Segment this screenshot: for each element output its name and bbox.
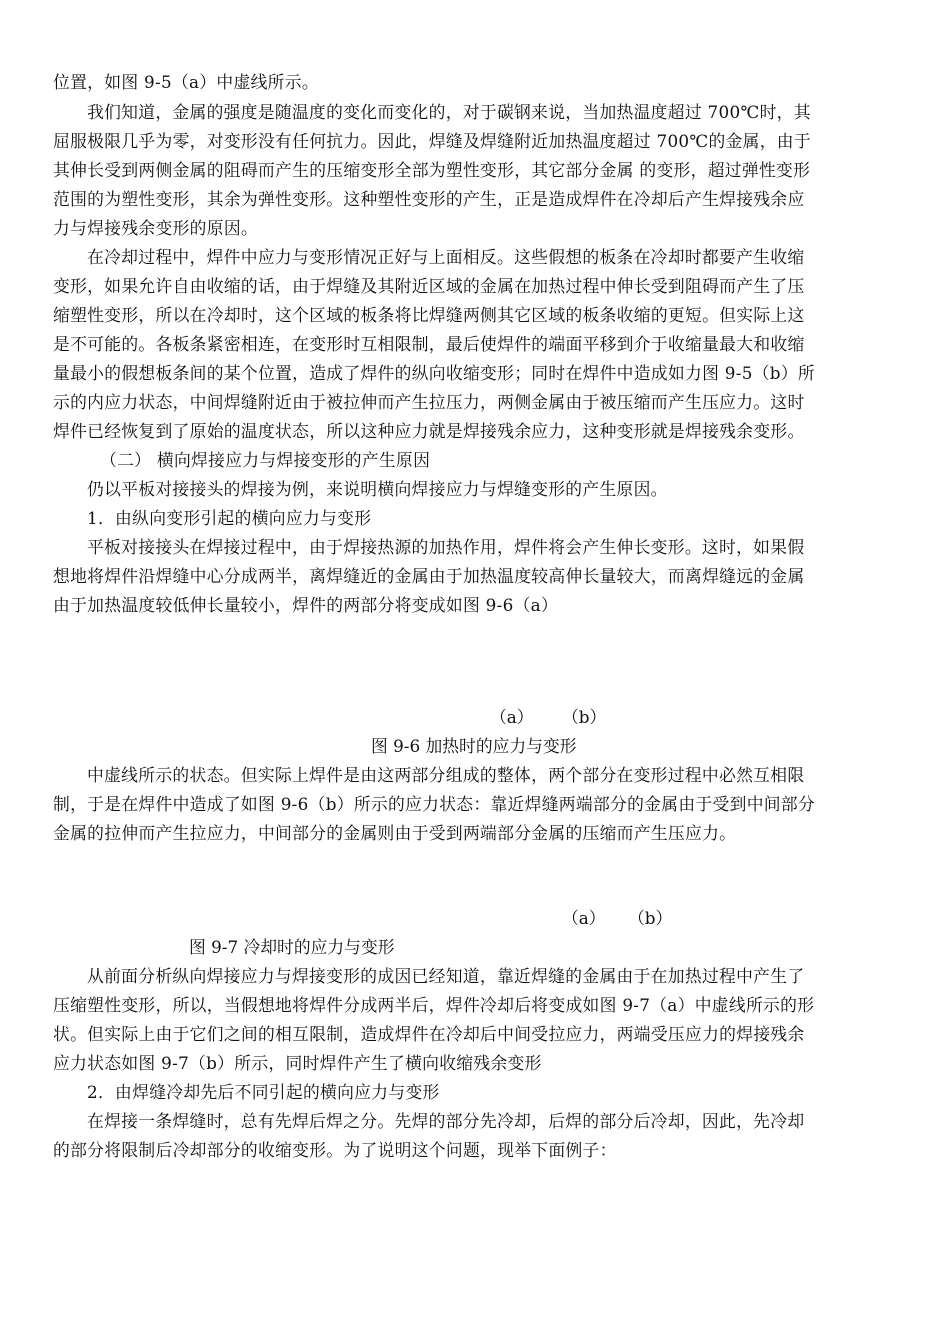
section-heading: （二） 横向焊接应力与焊接变形的产生原因 bbox=[100, 450, 431, 470]
text-line: 屈服极限几乎为零，对变形没有任何抗力。因此，焊缝及焊缝附近加热温度超过 700℃的金属，由于 bbox=[53, 131, 811, 151]
text-line: 其伸长受到两侧金属的阻碍而产生的压缩变形全部为塑性变形，其它部分金属 的变形，超过弹性变形 bbox=[53, 160, 811, 180]
text-line: 焊件已经恢复到了原始的温度状态，所以这种应力就是焊接残余应力，这种变形就是焊接残余变形。 bbox=[53, 421, 805, 441]
figure-9-7-label-a: （a） bbox=[562, 908, 606, 928]
text-line: 在焊接一条焊缝时，总有先焊后焊之分。先焊的部分先冷却，后焊的部分后冷却，因此，先冷却 bbox=[87, 1111, 805, 1131]
text-line: 状。但实际上由于它们之间的相互限制，造成焊件在冷却后中间受拉应力，两端受压应力的焊接残余 bbox=[53, 1024, 805, 1044]
text-line: 压缩塑性变形，所以，当假想地将焊件分成两半后，焊件冷却后将变成如图 9-7（a）中虚线所示的形 bbox=[53, 995, 815, 1015]
text-line: 是不可能的。各板条紧密相连，在变形时互相限制，最后使焊件的端面平移到介于收缩量最大和收缩 bbox=[53, 334, 805, 354]
figure-9-7-area bbox=[53, 848, 901, 903]
text-line: 由于加热温度较低伸长量较小，焊件的两部分将变成如图 9-6（a） bbox=[53, 595, 559, 615]
figure-9-6-area bbox=[53, 620, 901, 705]
text-line: 平板对接接头在焊接过程中，由于焊接热源的加热作用，焊件将会产生伸长变形。这时，如果假 bbox=[87, 537, 805, 557]
text-line: 力与焊接残余变形的原因。 bbox=[53, 218, 258, 238]
text-line: 金属的拉伸而产生拉应力，中间部分的金属则由于受到两端部分金属的压缩而产生压应力。 bbox=[53, 823, 737, 843]
figure-9-6-label-b: （b） bbox=[562, 707, 607, 727]
text-line: 位置，如图 9-5（a）中虚线所示。 bbox=[53, 72, 319, 92]
text-line: 示的内应力状态，中间焊缝附近由于被拉伸而产生拉压力，两侧金属由于被压缩而产生压应力。这时 bbox=[53, 392, 805, 412]
text-line: 变形，如果允许自由收缩的话，由于焊缝及其附近区域的金属在加热过程中伸长受到阻碍而产生了压 bbox=[53, 276, 805, 296]
figure-9-7-caption: 图 9-7 冷却时的应力与变形 bbox=[189, 937, 395, 957]
figure-9-6-caption: 图 9-6 加热时的应力与变形 bbox=[371, 736, 577, 756]
text-line: 我们知道，金属的强度是随温度的变化而变化的，对于碳钢来说，当加热温度超过 700℃时，其 bbox=[87, 102, 811, 122]
text-line: 应力状态如图 9-7（b）所示，同时焊件产生了横向收缩残余变形 bbox=[53, 1053, 542, 1073]
text-line: 从前面分析纵向焊接应力与焊接变形的成因已经知道，靠近焊缝的金属由于在加热过程中产生了 bbox=[87, 966, 805, 986]
text-line: 的部分将限制后冷却部分的收缩变形。为了说明这个问题，现举下面例子： bbox=[53, 1140, 617, 1160]
subsection-heading: 1．由纵向变形引起的横向应力与变形 bbox=[87, 508, 372, 528]
text-line: 制，于是在焊件中造成了如图 9-6（b）所示的应力状态：靠近焊缝两端部分的金属由于受到中间部分 bbox=[53, 794, 816, 814]
text-line: 量最小的假想板条间的某个位置，造成了焊件的纵向收缩变形；同时在焊件中造成如力图 9-5（b）所 bbox=[53, 363, 816, 383]
text-line: 中虚线所示的状态。但实际上焊件是由这两部分组成的整体，两个部分在变形过程中必然互相限 bbox=[87, 765, 805, 785]
figure-9-7-label-b: （b） bbox=[628, 908, 673, 928]
text-line: 缩塑性变形，所以在冷却时，这个区域的板条将比焊缝两侧其它区域的板条收缩的更短。但实际上这 bbox=[53, 305, 805, 325]
text-line: 范围的为塑性变形，其余为弹性变形。这种塑性变形的产生，正是造成焊件在冷却后产生焊接残余应 bbox=[53, 189, 805, 209]
figure-9-6-label-a: （a） bbox=[490, 707, 534, 727]
subsection-heading: 2．由焊缝冷却先后不同引起的横向应力与变形 bbox=[87, 1082, 440, 1102]
text-line: 仍以平板对接接头的焊接为例，来说明横向焊接应力与焊缝变形的产生原因。 bbox=[87, 479, 668, 499]
text-line: 想地将焊件沿焊缝中心分成两半，离焊缝近的金属由于加热温度较高伸长量较大，而离焊缝远的金属 bbox=[53, 566, 805, 586]
text-line: 在冷却过程中，焊件中应力与变形情况正好与上面相反。这些假想的板条在冷却时都要产生收缩 bbox=[87, 247, 805, 267]
